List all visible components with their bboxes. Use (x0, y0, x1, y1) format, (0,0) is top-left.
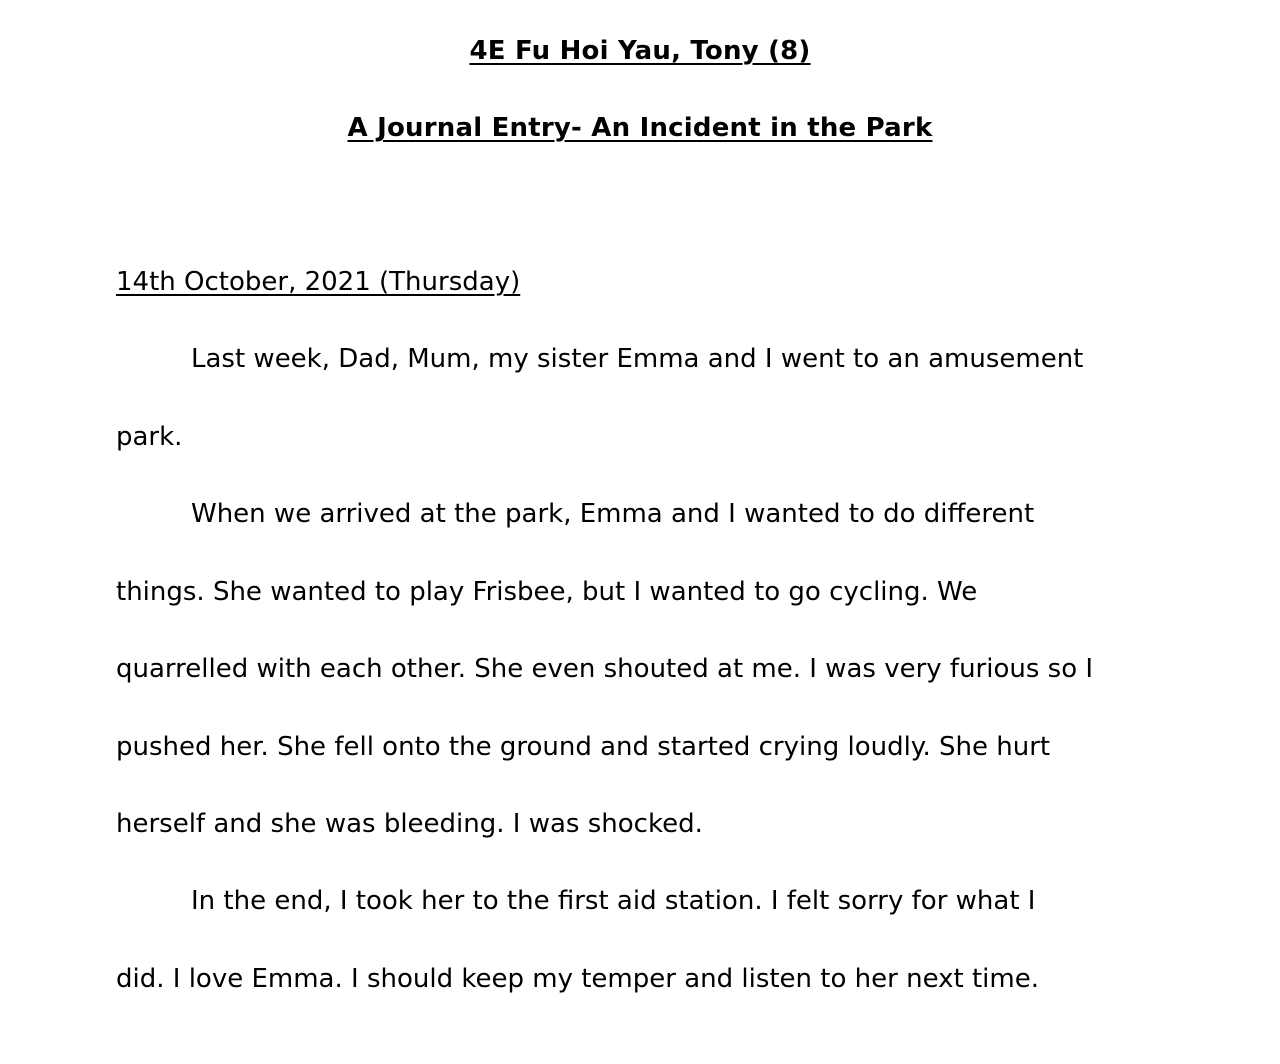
student-name-text: 4E Fu Hoi Yau, Tony (8) (469, 36, 811, 66)
page-title-text: A Journal Entry- An Incident in the Park (347, 113, 933, 143)
paragraph-3 (116, 863, 1176, 1018)
paragraph-line: Last week, Dad, Mum, my sister Emma and I went to an amusement (191, 344, 1084, 374)
paragraph-2 (116, 476, 1176, 864)
paragraph-line: quarrelled with each other. She even shouted at me. I was very furious so I (116, 654, 1094, 684)
paragraph-line: pushed her. She fell onto the ground and started crying loudly. She hurt (116, 731, 1051, 762)
paragraph-line: things. She wanted to play Frisbee, but I wanted to go cycling. We (116, 576, 978, 607)
paragraph-line: did. I love Emma. I should keep my temper and listen to her next time. (116, 963, 1039, 994)
paragraph-line: In the end, I took her to the first aid station. I felt sorry for what I (191, 886, 1036, 916)
student-heading (0, 34, 1280, 68)
paragraph-line: herself and she was bleeding. I was shocked. (116, 809, 703, 839)
entry-date: 14th October, 2021 (Thursday) (116, 267, 521, 297)
paragraph-line: When we arrived at the park, Emma and I wanted to do different (191, 499, 1035, 529)
page-title (0, 111, 1280, 145)
paragraph-1 (116, 321, 1176, 476)
paragraph-line: park. (116, 421, 183, 452)
